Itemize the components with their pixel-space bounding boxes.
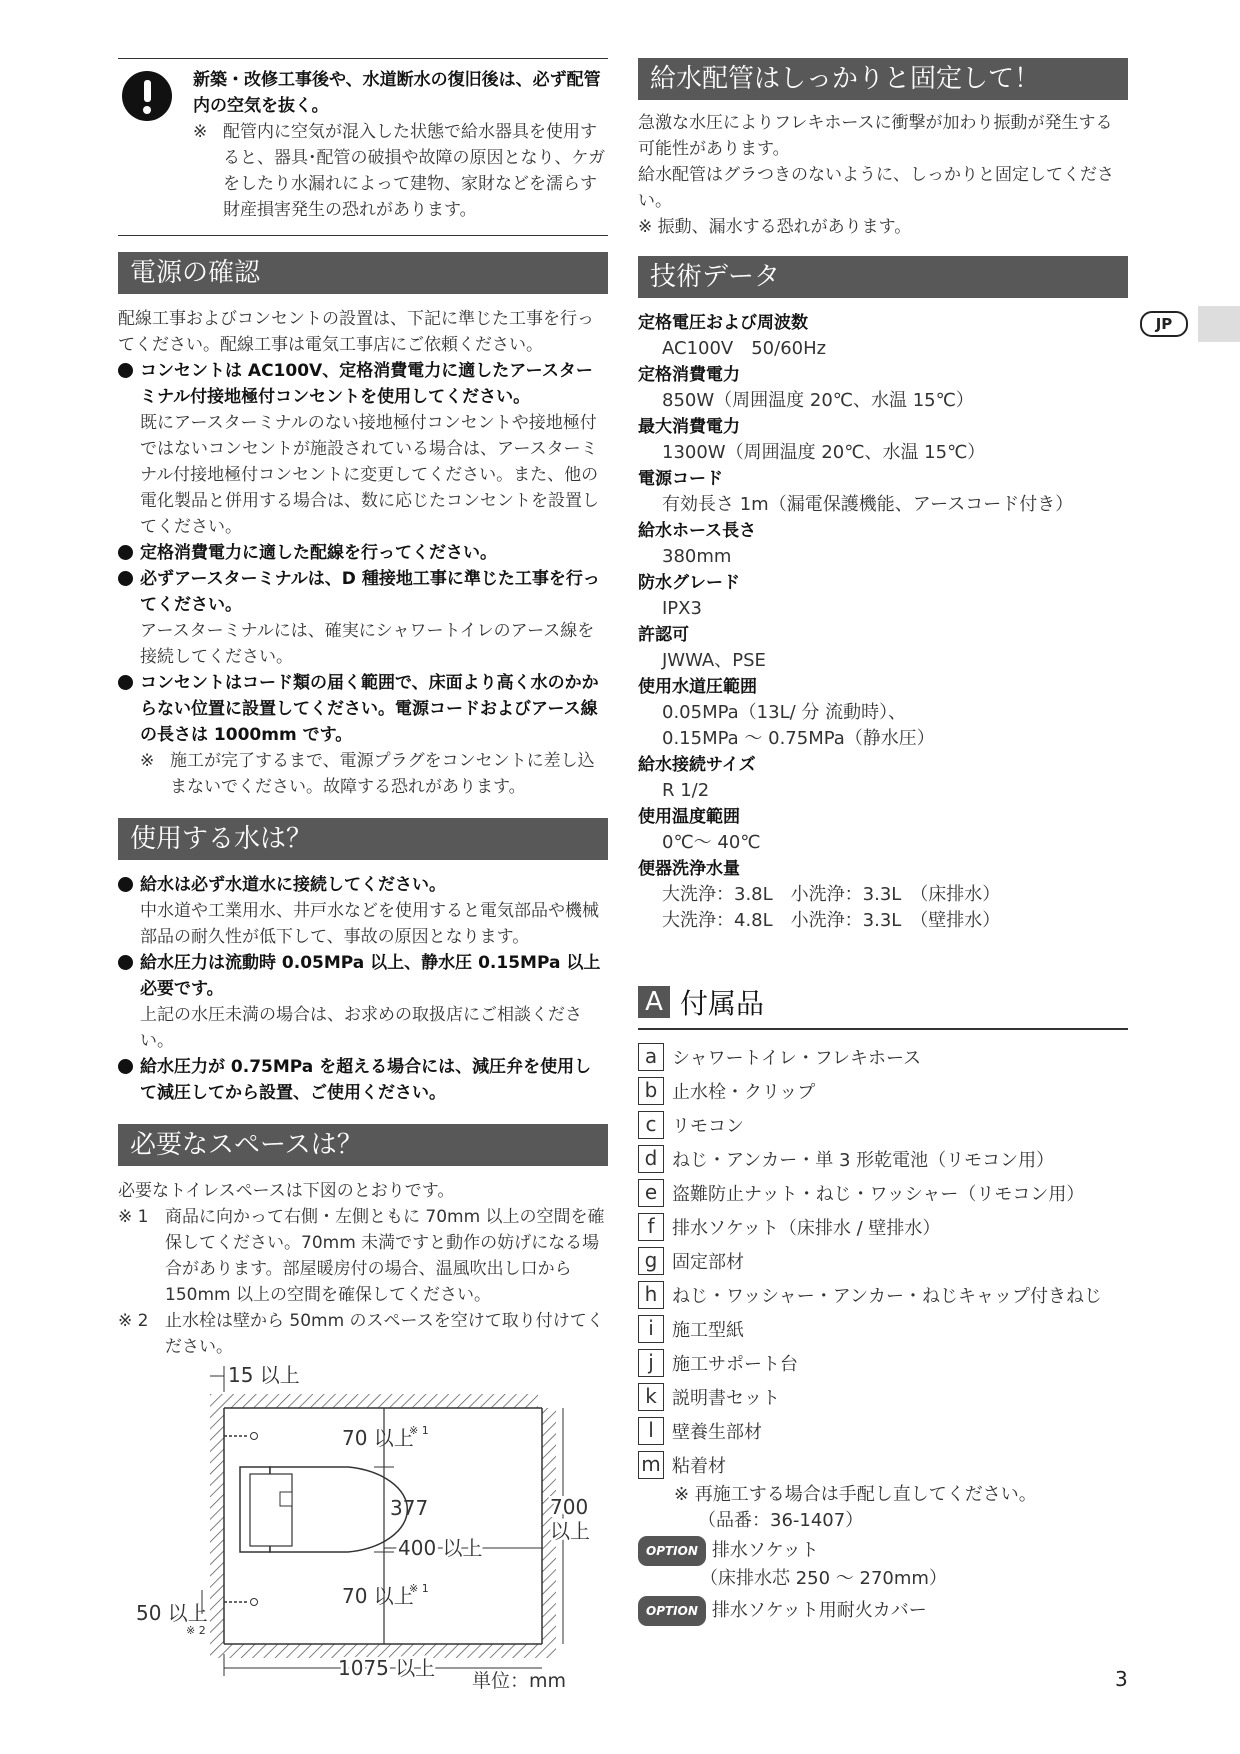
accessory-item: [638, 1108, 1128, 1142]
power-bullet-4-note: [140, 748, 608, 800]
power-bullet-4-text: コンセントはコード類の届く範囲で、床面より高く水のかからない位置に設置してください。電源コードおよびアース線の長さは 1000mm です。: [140, 673, 599, 745]
dim-377: 377: [390, 1496, 429, 1520]
accessory-label: 施工型紙: [672, 1320, 744, 1341]
tech-value: R 1/2: [662, 780, 710, 801]
accessories-heading: 付属品: [680, 987, 765, 1020]
tech-label: 給水接続サイズ: [638, 755, 756, 775]
tech-value: 0℃～ 40℃: [662, 832, 761, 853]
pipe-heading: 給水配管はしっかりと固定して！: [638, 58, 1128, 100]
accessory-label: 説明書セット: [672, 1388, 780, 1409]
tech-value: 大洗浄：4.8L 小洗浄：3.3L （壁排水）: [662, 910, 1001, 931]
option-badge: OPTION: [638, 1536, 706, 1566]
bullet-icon: [118, 363, 133, 378]
accessory-label: 壁養生部材: [672, 1422, 762, 1443]
bullet-icon: [118, 675, 133, 690]
power-bullet-3-text: 必ずアースターミナルは、D 種接地工事に準じた工事を行ってください。: [140, 569, 600, 615]
tech-value: 850W（周囲温度 20℃、水温 15℃）: [662, 390, 974, 411]
space-note-1-text: 商品に向かって右側・左側ともに 70mm 以上の空間を確保してください。70mm 未満ですと動作の妨げになる場合があります。部屋暖房付の場合、温風吹出し口から 150mm 以上の空間を確保してください。: [165, 1207, 605, 1305]
accessory-key: d: [638, 1145, 664, 1173]
warning-box: [118, 58, 608, 236]
power-bullet-3-detail: アースターミナルには、確実にシャワートイレのアース線を接続してください。: [140, 621, 595, 667]
accessories-list: [638, 1040, 1128, 1482]
water-bullet-1-text: 給水は必ず水道水に接続してください。: [140, 875, 446, 895]
accessory-key: m: [638, 1451, 664, 1479]
top-wall: [210, 1394, 538, 1408]
m-note-part: （品番：36-1407）: [698, 1510, 864, 1531]
tech-value: 380mm: [662, 546, 732, 567]
warning-title: 新築・改修工事後や、水道断水の復旧後は、必ず配管内の空気を抜く。: [193, 70, 601, 116]
accessory-key: a: [638, 1043, 664, 1071]
option-2: [638, 1596, 1128, 1626]
dim-70-bottom-sup: ※ 1: [409, 1582, 429, 1595]
note-mark: ※ 1: [118, 1207, 149, 1227]
dim-70-bottom: 70 以上: [342, 1584, 414, 1608]
tech-value: 1300W（周囲温度 20℃、水温 15℃）: [662, 442, 986, 463]
dim-400: 400 以上: [398, 1536, 483, 1560]
bullet-icon: [118, 571, 133, 586]
tech-label: 防水グレード: [638, 573, 740, 593]
power-bullet-2: [118, 540, 608, 566]
dim-700: 700: [550, 1495, 589, 1519]
tech-value: 有効長さ 1m（漏電保護機能、アースコード付き）: [662, 494, 1074, 515]
water-bullet-1: [118, 872, 608, 898]
tech-value: 0.15MPa ～ 0.75MPa（静水圧）: [662, 728, 935, 749]
accessory-label: 盗難防止ナット・ねじ・ワッシャー（リモコン用）: [672, 1184, 1085, 1205]
accessory-label: 排水ソケット（床排水 / 壁排水）: [672, 1218, 941, 1239]
accessory-item: [638, 1380, 1128, 1414]
power-bullet-1: [118, 358, 608, 410]
power-bullet-2-text: 定格消費電力に適した配線を行ってください。: [140, 543, 497, 563]
tech-label: 許認可: [638, 625, 689, 645]
space-note-2-text: 止水栓は壁から 50mm のスペースを空けて取り付けてください。: [165, 1311, 604, 1357]
accessory-label: 施工サポート台: [672, 1354, 798, 1375]
accessory-item: [638, 1176, 1128, 1210]
accessories-letter: A: [638, 986, 670, 1018]
exclamation-icon: [122, 71, 172, 121]
accessories-title: [638, 982, 1128, 1030]
power-intro: 配線工事およびコンセントの設置は、下記に準じた工事を行ってください。配線工事は電気工事店にご依頼ください。: [118, 309, 594, 355]
power-bullet-4-note-text: 施工が完了するまで、電源プラグをコンセントに差し込まないでください。故障する恐れがあります。: [170, 751, 595, 797]
space-diagram: [118, 1362, 618, 1692]
power-bullet-1-text: コンセントは AC100V、定格消費電力に適したアースターミナル付接地極付コンセントを使用してください。: [140, 361, 593, 407]
left-column: [118, 58, 608, 1360]
dim-700-suffix: 以上: [550, 1519, 590, 1543]
accessory-label: シャワートイレ・フレキホース: [672, 1048, 922, 1069]
water-heading: 使用する水は？: [118, 818, 608, 860]
tech-value: 大洗浄：3.8L 小洗浄：3.3L （床排水）: [662, 884, 1001, 905]
power-heading: 電源の確認: [118, 252, 608, 294]
accessory-label: 粘着材: [672, 1456, 726, 1477]
water-bullet-3-text: 給水圧力が 0.75MPa を超える場合には、減圧弁を使用して減圧してから設置、ご使用ください。: [140, 1057, 592, 1103]
right-column: [638, 58, 1128, 1626]
accessory-label: ねじ・アンカー・単 3 形乾電池（リモコン用）: [672, 1150, 1055, 1171]
page-tab-marker: [1198, 306, 1240, 342]
accessory-key: e: [638, 1179, 664, 1207]
power-bullet-3: [118, 566, 608, 618]
language-badge: JP: [1140, 311, 1188, 337]
tech-label: 電源コード: [638, 469, 723, 489]
option-1: [638, 1536, 1128, 1566]
stop-valve-bottom: [224, 1599, 258, 1606]
warning-note: [193, 119, 608, 223]
dim-50-sup: ※ 2: [186, 1624, 206, 1637]
tech-value: 0.05MPa（13L/ 分 流動時）、: [662, 702, 907, 723]
pipe-text-2: 給水配管はグラつきのないように、しっかりと固定してください。: [638, 165, 1114, 211]
accessory-item: [638, 1312, 1128, 1346]
accessory-key: g: [638, 1247, 664, 1275]
tech-value: IPX3: [662, 598, 702, 619]
accessory-key: b: [638, 1077, 664, 1105]
accessory-key: l: [638, 1417, 664, 1445]
water-bullet-2: [118, 950, 608, 1002]
accessory-item: [638, 1074, 1128, 1108]
dim-50: 50 以上: [136, 1601, 208, 1625]
accessory-item: [638, 1414, 1128, 1448]
accessory-key: c: [638, 1111, 664, 1139]
accessory-item: [638, 1142, 1128, 1176]
tech-value: AC100V 50/60Hz: [662, 338, 827, 359]
option-1-text: 排水ソケット: [711, 1540, 819, 1561]
toilet-top-view: [240, 1467, 407, 1552]
space-note-2: [118, 1308, 608, 1360]
accessory-label: 止水栓・クリップ: [672, 1082, 816, 1103]
accessory-key: j: [638, 1349, 664, 1377]
power-bullet-4: [118, 670, 608, 748]
accessory-item: [638, 1040, 1128, 1074]
unit-label: 単位：mm: [472, 1670, 567, 1692]
tech-data-list: [638, 310, 1128, 934]
dim-1075: 1075 以上: [338, 1656, 436, 1680]
accessory-label: リモコン: [672, 1116, 744, 1137]
space-heading: 必要なスペースは？: [118, 1124, 608, 1166]
accessory-item: [638, 1346, 1128, 1380]
pipe-text-1: 急激な水圧によりフレキホースに衝撃が加わり振動が発生する可能性があります。: [638, 113, 1113, 159]
dim-70-top: 70 以上: [342, 1426, 414, 1450]
tech-label: 定格消費電力: [638, 365, 740, 385]
accessory-item: [638, 1278, 1128, 1312]
accessory-label: 固定部材: [672, 1252, 744, 1273]
note-mark: ※ 2: [118, 1311, 149, 1331]
tech-heading: 技術データ: [638, 256, 1128, 298]
m-note: ※ 再施工する場合は手配し直してください。: [674, 1484, 1037, 1505]
bullet-icon: [118, 955, 133, 970]
left-wall: [210, 1408, 224, 1644]
tech-value: JWWA、PSE: [662, 650, 766, 671]
pipe-note: ※ 振動、漏水する恐れがあります。: [638, 217, 912, 237]
tech-label: 使用温度範囲: [638, 807, 740, 827]
power-bullet-1-detail: 既にアースターミナルのない接地極付コンセントや接地極付ではないコンセントが施設されている場合は、アースターミナル付接地極付コンセントに変更してください。また、他の電化製品と併用する場合は、数に応じたコンセントを設置してください。: [140, 413, 599, 537]
water-bullet-2-detail: 上記の水圧未満の場合は、お求めの取扱店にご相談ください。: [140, 1005, 582, 1051]
accessory-label: ねじ・ワッシャー・アンカー・ねじキャップ付きねじ: [672, 1286, 1103, 1307]
dim-70-top-sup: ※ 1: [409, 1424, 429, 1437]
note-mark: ※: [193, 122, 208, 142]
bullet-icon: [118, 545, 133, 560]
space-intro: 必要なトイレスペースは下図のとおりです。: [118, 1181, 455, 1201]
tech-label: 使用水道圧範囲: [638, 677, 757, 697]
stop-valve-top: [224, 1433, 258, 1440]
option-2-text: 排水ソケット用耐火カバー: [711, 1600, 927, 1621]
accessory-key: f: [638, 1213, 664, 1241]
dim-15: 15 以上: [228, 1363, 300, 1387]
bullet-icon: [118, 877, 133, 892]
tech-label: 便器洗浄水量: [638, 859, 740, 879]
bullet-icon: [118, 1059, 133, 1074]
accessory-item: [638, 1244, 1128, 1278]
page-number: 3: [1115, 1667, 1128, 1691]
tech-label: 給水ホース長さ: [638, 521, 757, 541]
accessory-item: [638, 1210, 1128, 1244]
tech-label: 最大消費電力: [638, 417, 740, 437]
water-bullet-1-detail: 中水道や工業用水、井戸水などを使用すると電気部品や機械部品の耐久性が低下して、事故の原因となります。: [140, 901, 599, 947]
accessory-key: h: [638, 1281, 664, 1309]
tech-label: 定格電圧および周波数: [638, 313, 808, 333]
water-bullet-2-text: 給水圧力は流動時 0.05MPa 以上、静水圧 0.15MPa 以上必要です。: [140, 953, 601, 999]
option-1-sub: （床排水芯 250 ～ 270mm）: [700, 1568, 947, 1589]
space-note-1: [118, 1204, 608, 1308]
note-mark: ※: [140, 751, 155, 771]
water-bullet-3: [118, 1054, 608, 1106]
option-badge: OPTION: [638, 1596, 706, 1626]
accessory-item: [638, 1448, 1128, 1482]
warning-note-text: 配管内に空気が混入した状態で給水器具を使用すると、器具･配管の破損や故障の原因となり、ケガをしたり水漏れによって建物、家財などを濡らす財産損害発生の恐れがあります。: [223, 122, 606, 220]
accessory-key: k: [638, 1383, 664, 1411]
accessory-key: i: [638, 1315, 664, 1343]
